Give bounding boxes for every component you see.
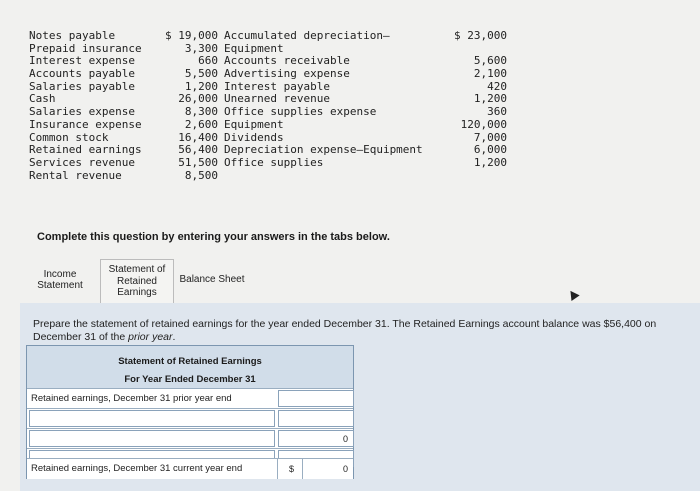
account-value: 660 bbox=[198, 54, 218, 68]
account-name: Retained earnings bbox=[29, 143, 142, 157]
account-name: Cash bbox=[29, 92, 56, 106]
table-row-total bbox=[27, 458, 353, 479]
tab-balance-sheet[interactable] bbox=[176, 261, 248, 299]
column-divider bbox=[302, 459, 303, 479]
tab-retained-label: Statement of Retained Earnings bbox=[108, 264, 166, 299]
account-name: Office supplies expense bbox=[224, 105, 377, 119]
account-value: 1,200 bbox=[473, 155, 507, 169]
row-amount-input[interactable] bbox=[278, 410, 354, 427]
account-name: Accounts payable bbox=[29, 67, 135, 81]
account-names-left bbox=[29, 30, 142, 182]
account-value: $ 23,000 bbox=[454, 29, 507, 42]
account-name: Accumulated depreciation– bbox=[224, 29, 390, 42]
instruction-emphasis: prior year bbox=[128, 330, 173, 343]
account-value: 1,200 bbox=[473, 92, 507, 106]
statement-period: For Year Ended December 31 bbox=[124, 374, 256, 385]
account-value: 2,100 bbox=[473, 67, 507, 81]
table-row bbox=[27, 408, 353, 428]
account-value: 6,000 bbox=[473, 143, 507, 157]
account-value: $ 19,000 bbox=[165, 29, 218, 42]
account-names-right bbox=[224, 30, 423, 170]
account-value: 1,200 bbox=[184, 79, 218, 93]
tab-balance-label: Balance Sheet bbox=[179, 274, 245, 286]
account-name: Prepaid insurance bbox=[29, 41, 142, 55]
row-prior-label: Retained earnings, December 31 prior year end bbox=[31, 393, 232, 404]
account-name: Salaries expense bbox=[29, 105, 135, 119]
table-row bbox=[27, 388, 353, 408]
instruction-text: Prepare the statement of retained earnings for the year ended December 31. The Retained Earnings account balance was $56,400 on December 31 of the prior year. bbox=[33, 318, 657, 343]
account-value: 2,600 bbox=[184, 117, 218, 131]
account-name: Advertising expense bbox=[224, 67, 350, 81]
statement-header bbox=[27, 346, 353, 388]
tab-bar bbox=[20, 259, 700, 303]
row-label-input[interactable] bbox=[29, 430, 275, 447]
account-value: 360 bbox=[487, 105, 507, 119]
table-row bbox=[27, 428, 353, 448]
account-name: Unearned revenue bbox=[224, 92, 330, 106]
account-value: 420 bbox=[487, 79, 507, 93]
account-name: Dividends bbox=[224, 130, 284, 144]
account-value: 3,300 bbox=[184, 41, 218, 55]
account-name: Notes payable bbox=[29, 29, 116, 42]
account-name: Depreciation expense–Equipment bbox=[224, 143, 423, 157]
account-values-left bbox=[160, 30, 218, 182]
account-value: 16,400 bbox=[178, 130, 218, 144]
account-name: Accounts receivable bbox=[224, 54, 350, 68]
tab-statement-of-retained-earnings[interactable] bbox=[100, 259, 174, 303]
account-value: 51,500 bbox=[178, 155, 218, 169]
account-name: Services revenue bbox=[29, 155, 135, 169]
account-name: Common stock bbox=[29, 130, 109, 144]
prior-year-amount-input[interactable] bbox=[278, 390, 354, 407]
account-value: 8,300 bbox=[184, 105, 218, 119]
account-name: Office supplies bbox=[224, 155, 324, 169]
row-current-label: Retained earnings, December 31 current year end bbox=[31, 463, 243, 474]
account-value: 8,500 bbox=[184, 168, 218, 182]
account-value: 7,000 bbox=[473, 130, 507, 144]
current-year-total: 0 bbox=[342, 464, 348, 474]
account-name: Rental revenue bbox=[29, 168, 122, 182]
account-name: Equipment bbox=[224, 41, 284, 55]
currency-symbol: $ bbox=[289, 464, 295, 474]
account-value: 56,400 bbox=[178, 143, 218, 157]
account-value: 26,000 bbox=[178, 92, 218, 106]
column-divider bbox=[277, 459, 278, 479]
account-name: Salaries payable bbox=[29, 79, 135, 93]
tab-income-statement[interactable] bbox=[30, 261, 90, 299]
subtotal-value: 0 bbox=[342, 434, 348, 444]
account-name: Insurance expense bbox=[29, 117, 142, 131]
statement-title: Statement of Retained Earnings bbox=[118, 356, 262, 367]
account-name: Equipment bbox=[224, 117, 284, 131]
account-name: Interest payable bbox=[224, 79, 330, 93]
statement-table bbox=[26, 345, 354, 479]
account-value: 120,000 bbox=[460, 117, 507, 131]
question-prompt: Complete this question by entering your answers in the tabs below. bbox=[37, 231, 390, 243]
account-values-right bbox=[440, 30, 507, 170]
account-value: 5,600 bbox=[473, 54, 507, 68]
account-value: 5,500 bbox=[184, 67, 218, 81]
row-label-input[interactable] bbox=[29, 410, 275, 427]
account-name: Interest expense bbox=[29, 54, 135, 68]
tab-income-label: Income Statement bbox=[37, 268, 83, 291]
